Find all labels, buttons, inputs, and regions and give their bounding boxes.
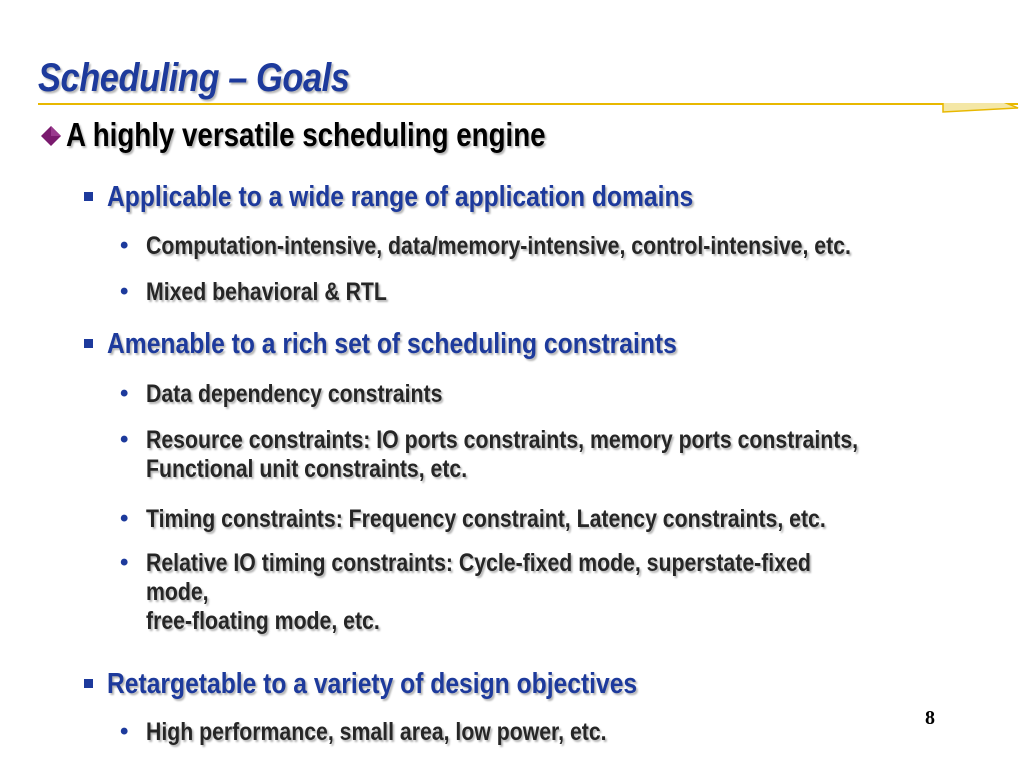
- round-bullet-icon: •: [120, 380, 129, 407]
- round-bullet-icon: •: [120, 505, 129, 532]
- round-bullet-icon: •: [120, 278, 129, 305]
- section-heading-domains: [84, 180, 797, 214]
- list-item-text: Resource constraints: IO ports constraints, memory ports constraints, Functional unit constraints, etc.: [146, 426, 859, 483]
- square-bullet-icon: [84, 679, 93, 688]
- slide-title: Scheduling – Goals: [38, 56, 350, 100]
- section-heading-text: Retargetable to a variety of design objectives: [107, 668, 638, 700]
- list-item: [120, 380, 495, 409]
- list-item: [120, 718, 688, 747]
- section-heading-text: Amenable to a rich set of scheduling constraints: [107, 328, 677, 360]
- list-item: [120, 549, 928, 636]
- section-heading-text: Applicable to a wide range of application domains: [107, 181, 694, 213]
- page-number: 8: [925, 707, 935, 729]
- section-heading-constraints: [84, 327, 777, 361]
- round-bullet-icon: •: [120, 549, 129, 576]
- list-item: [120, 278, 429, 307]
- list-item-text: Relative IO timing constraints: Cycle-fixed mode, superstate-fixed mode, free-floating mode, etc.: [146, 549, 811, 635]
- list-item-text: Timing constraints: Frequency constraint, Latency constraints, etc.: [146, 505, 826, 533]
- list-item: [120, 426, 984, 484]
- main-bullet: [38, 116, 637, 154]
- list-item: [120, 232, 975, 261]
- section-heading-objectives: [84, 667, 731, 701]
- list-item-text: Mixed behavioral & RTL: [146, 278, 387, 306]
- list-item: [120, 505, 946, 534]
- list-item-text: High performance, small area, low power, etc.: [146, 718, 607, 746]
- list-item-text: Data dependency constraints: [146, 380, 443, 408]
- round-bullet-icon: •: [120, 718, 129, 745]
- main-bullet-text: A highly versatile scheduling engine: [66, 116, 546, 153]
- square-bullet-icon: [84, 192, 93, 201]
- list-item-text: Computation-intensive, data/memory-intensive, control-intensive, etc.: [146, 232, 851, 260]
- square-bullet-icon: [84, 339, 93, 348]
- round-bullet-icon: •: [120, 232, 129, 259]
- round-bullet-icon: •: [120, 426, 129, 453]
- diamond-bullet-icon: [38, 120, 66, 150]
